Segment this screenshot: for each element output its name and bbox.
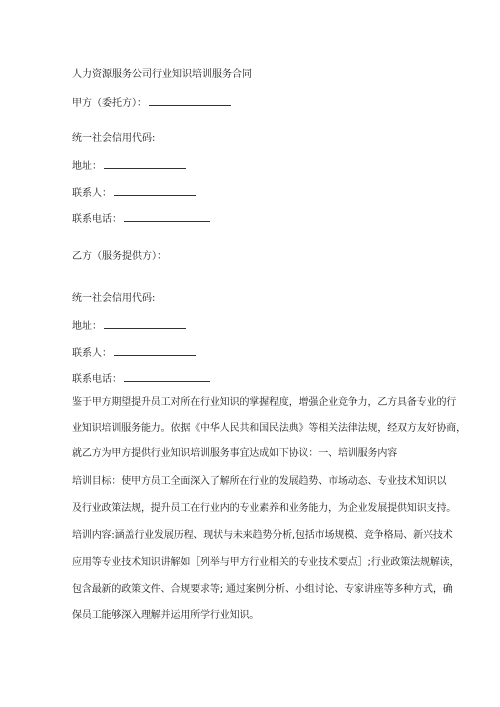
- party-b-contact-label: 联系人：: [72, 348, 112, 359]
- intro-line: 就乙方为甲方提供行业知识培训服务事宜达成如下协议：一、培训服务内容: [72, 448, 398, 459]
- party-a-contact-label: 联系人：: [72, 188, 112, 199]
- party-a-row: [72, 96, 231, 110]
- content-line: 应用等专业技术知识讲解如［列举与甲方行业相关的专业技术要点］;行业政策法规解读，: [72, 557, 460, 568]
- party-b-phone-row: [72, 372, 210, 386]
- party-a-contact-row: [72, 186, 196, 200]
- party-a-phone-label: 联系电话：: [72, 214, 122, 225]
- party-b-label: 乙方（服务提供方）：: [72, 251, 167, 262]
- goal-line: 培训目标：使甲方员工全面深入了解所在行业的发展趋势、市场动态、专业技术知识以: [72, 476, 447, 487]
- content-line: 培训内容:涵盖行业发展历程、现状与未来趋势分析,包括市场规模、竞争格局、新兴技术: [72, 530, 453, 541]
- party-b-contact-row: [72, 346, 196, 360]
- intro-line: 业知识培训服务能力。依据《中华人民共和国民法典》等相关法律法规，经双方友好协商，: [72, 423, 466, 434]
- party-b-contact-blank: [114, 346, 196, 356]
- party-b-address-row: [72, 319, 186, 333]
- party-b-address-label: 地址：: [72, 321, 102, 332]
- content-line: 保员工能够深入理解并运用所学行业知识。: [72, 610, 260, 621]
- party-b-address-blank: [104, 319, 186, 329]
- intro-line: 鉴于甲方期望提升员工对所在行业知识的掌握程度，增强企业竞争力，乙方具备专业的行: [72, 397, 457, 408]
- goal-line: 及行业政策法规，提升员工在行业内的专业素养和业务能力，为企业发展提供知识支持。: [72, 503, 457, 514]
- party-a-address-label: 地址：: [72, 161, 102, 172]
- party-a-address-blank: [104, 159, 186, 169]
- party-a-credit-code-label: 统一社会信用代码:: [72, 133, 156, 144]
- party-b-phone-blank: [124, 372, 210, 382]
- party-a-address-row: [72, 159, 186, 173]
- party-a-contact-blank: [114, 186, 196, 196]
- party-b-credit-code-label: 统一社会信用代码:: [72, 293, 156, 304]
- party-a-phone-row: [72, 212, 210, 226]
- content-line: 包含最新的政策文件、合规要求等; 通过案例分析、小组讨论、专家讲座等多种方式，确: [72, 584, 453, 595]
- document-title: 人力资源服务公司行业知识培训服务合同: [72, 69, 252, 80]
- party-b-phone-label: 联系电话：: [72, 374, 122, 385]
- party-a-blank: [149, 96, 231, 106]
- party-a-label: 甲方（委托方）：: [72, 98, 147, 109]
- party-a-phone-blank: [124, 212, 210, 222]
